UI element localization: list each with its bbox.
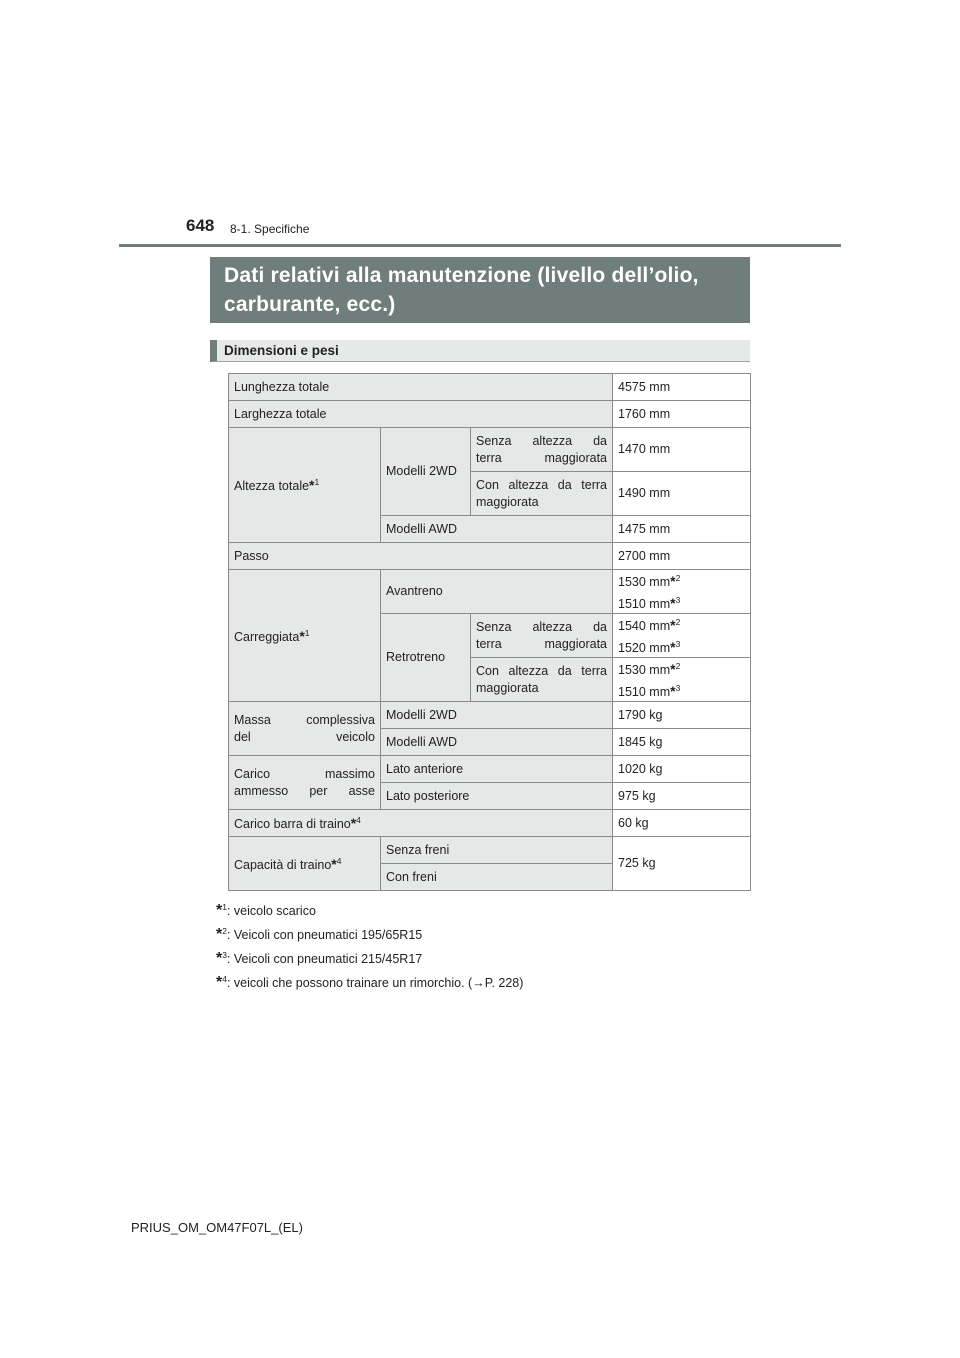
footnote-star: *	[299, 628, 305, 645]
row-value: 1020 kg	[613, 756, 751, 783]
sub-label: Con freni	[381, 864, 613, 891]
sub-sub-label	[471, 658, 613, 702]
table-row	[229, 543, 751, 570]
sub-label: Modelli 2WD	[381, 702, 613, 729]
value-line: 1530 mm*$^2$	[618, 573, 681, 590]
row-value: 1490 mm	[613, 472, 751, 516]
row-label	[229, 810, 613, 837]
row-value: 1475 mm	[613, 516, 751, 543]
label-text: Carreggiata	[234, 630, 300, 645]
table-row	[229, 810, 751, 837]
label-text: Carico barra di traino	[234, 817, 351, 832]
value-line: 1510 mm*$^3$	[618, 594, 681, 611]
value-line: 1540 mm*$^2$	[618, 617, 681, 634]
sub-label: Lato anteriore	[381, 756, 613, 783]
label-line: Massa complessiva	[234, 712, 375, 727]
label-line: Carico massimo	[234, 766, 375, 781]
value-line: 1530 mm*$^2$	[618, 661, 681, 678]
row-value: 1470 mm	[613, 428, 751, 472]
row-value	[613, 614, 751, 658]
label-line: terra maggiorata	[476, 450, 607, 465]
label-line: Con altezza da terra	[476, 663, 607, 678]
row-label	[229, 428, 381, 543]
footnotes	[216, 895, 523, 991]
page-number: 648	[186, 216, 215, 235]
value-line: 1510 mm*$^3$	[618, 682, 681, 699]
table-row	[229, 374, 751, 401]
row-value: 725 kg	[613, 837, 751, 891]
sub-label: Modelli AWD	[381, 729, 613, 756]
sub-label: Modelli 2WD	[381, 428, 471, 516]
row-value	[613, 658, 751, 702]
table-row	[229, 756, 751, 783]
table-row	[229, 401, 751, 428]
row-value: 1760 mm	[613, 401, 751, 428]
table-row	[229, 428, 751, 472]
footnote: *$^1$: veicolo scarico	[216, 902, 316, 920]
footnote-ref: 4	[336, 855, 342, 866]
label-line: Con altezza da terra	[476, 477, 607, 492]
label-line: ammesso per asse	[234, 783, 375, 798]
label-line: del veicolo	[234, 729, 375, 744]
label-text: Altezza totale	[234, 479, 310, 494]
row-value: 2700 mm	[613, 543, 751, 570]
sub-sub-label	[471, 472, 613, 516]
row-label	[229, 756, 381, 810]
label-line: Senza altezza da	[476, 619, 607, 634]
row-label	[229, 570, 381, 702]
label-line: maggiorata	[476, 494, 539, 509]
chapter-heading: 8-1. Specifiche	[230, 222, 310, 236]
row-value	[613, 570, 751, 614]
row-label	[229, 702, 381, 756]
footnote-ref: 1	[314, 477, 320, 488]
label-line: maggiorata	[476, 680, 539, 695]
sub-label: Senza freni	[381, 837, 613, 864]
page-title-line2: carburante, ecc.)	[224, 293, 396, 316]
footnote-ref: 4	[356, 815, 361, 826]
label-text: Capacità di traino	[234, 858, 332, 873]
footnote-star: *	[350, 815, 357, 832]
sub-sub-label	[471, 614, 613, 658]
specs-table	[228, 373, 751, 891]
sub-label: Avantreno	[381, 570, 613, 614]
sub-label: Retrotreno	[381, 614, 471, 702]
row-value: 60 kg	[613, 810, 751, 837]
row-label	[229, 837, 381, 891]
document-code: PRIUS_OM_OM47F07L_(EL)	[131, 1220, 303, 1235]
footnote: *$^4$: veicoli che possono trainare un rimorchio. (→P. 228)	[216, 974, 524, 992]
sub-label: Lato posteriore	[381, 783, 613, 810]
footnote: *$^2$: Veicoli con pneumatici 195/65R15	[216, 926, 423, 944]
page-title	[210, 257, 750, 323]
footnote-star: *	[331, 856, 337, 873]
table-row	[229, 570, 751, 614]
label-line: terra maggiorata	[476, 636, 607, 651]
footnote-ref: 1	[304, 627, 310, 638]
label-line: Senza altezza da	[476, 433, 607, 448]
header-rule	[119, 244, 841, 247]
row-value: 975 kg	[613, 783, 751, 810]
page-title-line1: Dati relativi alla manutenzione (livello dell’olio,	[224, 264, 699, 287]
sub-sub-label	[471, 428, 613, 472]
row-value: 4575 mm	[613, 374, 751, 401]
footnote: *$^3$: Veicoli con pneumatici 215/45R17	[216, 950, 423, 968]
row-value: 1790 kg	[613, 702, 751, 729]
value-line: 1520 mm*$^3$	[618, 638, 681, 655]
row-value: 1845 kg	[613, 729, 751, 756]
table-row	[229, 702, 751, 729]
row-label: Passo	[229, 543, 613, 570]
section-title: Dimensioni e pesi	[210, 340, 750, 362]
sub-label: Modelli AWD	[381, 516, 613, 543]
row-label: Lunghezza totale	[229, 374, 613, 401]
row-label: Larghezza totale	[229, 401, 613, 428]
table-row	[229, 837, 751, 864]
footnote-star: *	[309, 477, 315, 494]
